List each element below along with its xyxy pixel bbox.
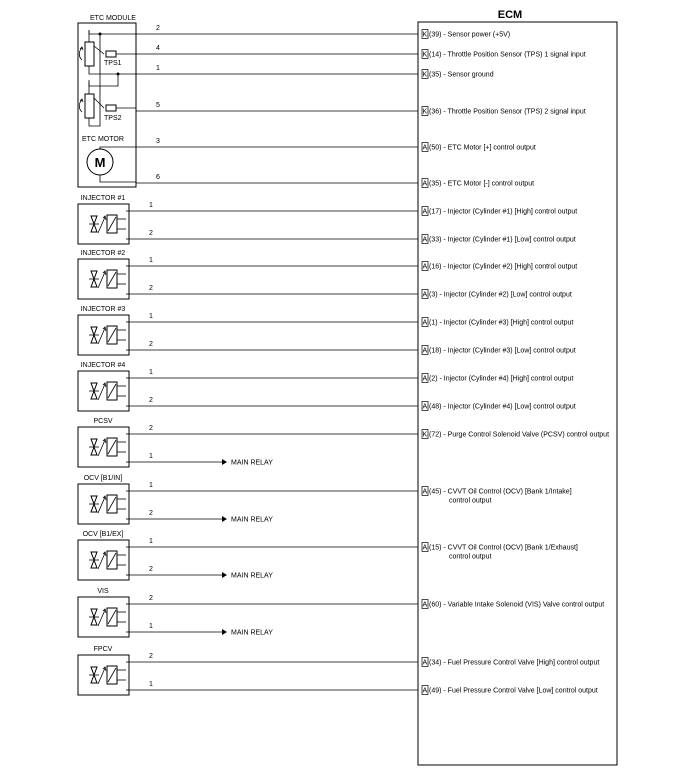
- main-relay-label: MAIN RELAY: [231, 459, 273, 467]
- ecm-pin-description: (45) - CVVT Oil Control (OCV) [Bank 1/Intake]: [429, 488, 572, 496]
- ecm-pin-description: (48) - Injector (Cylinder #4) [Low] control output: [429, 403, 576, 411]
- ecm-pin-description: (3) - Injector (Cylinder #2) [Low] control output: [429, 291, 572, 299]
- connector-letter: K: [422, 51, 428, 59]
- pin-number: 2: [149, 397, 153, 404]
- arrow-icon: [222, 629, 227, 635]
- pin-number: 2: [149, 510, 153, 517]
- ecm-pin-description: (16) - Injector (Cylinder #2) [High] control output: [429, 263, 578, 271]
- pin-number: 4: [156, 45, 160, 52]
- arrow-icon: [222, 459, 227, 465]
- pin-number: 1: [149, 681, 153, 688]
- ecm-pin-description: (14) - Throttle Position Sensor (TPS) 1 signal input: [429, 51, 586, 59]
- etc-module-title: ETC MODULE: [90, 15, 136, 22]
- component-box: [78, 540, 129, 580]
- etc-motor-label: ETC MOTOR: [82, 136, 124, 143]
- junction-dot: [117, 73, 120, 76]
- connector-letter: K: [422, 71, 428, 79]
- component-box: [78, 204, 129, 244]
- component-box: [78, 655, 129, 695]
- component-label: OCV [B1/EX]: [82, 531, 124, 538]
- connector-letter: A: [422, 180, 428, 188]
- arrow-icon: [222, 572, 227, 578]
- component-box: [78, 427, 129, 467]
- ecm-pin-description: (36) - Throttle Position Sensor (TPS) 2 signal input: [429, 108, 586, 116]
- pin-number: 5: [156, 102, 160, 109]
- pin-number: 2: [156, 25, 160, 32]
- pin-number: 1: [149, 482, 153, 489]
- ecm-pin-description: (18) - Injector (Cylinder #3) [Low] control output: [429, 347, 576, 355]
- component-box: [78, 315, 129, 355]
- pin-number: 6: [156, 174, 160, 181]
- main-relay-label: MAIN RELAY: [231, 516, 273, 524]
- connector-letter: A: [422, 403, 428, 411]
- component-box: [78, 371, 129, 411]
- pin-number: 1: [149, 453, 153, 460]
- ecm-pin-description: (39) - Sensor power (+5V): [429, 31, 511, 39]
- ecm-pin-description: (72) - Purge Control Solenoid Valve (PCSV) control output: [429, 431, 610, 439]
- pin-number: 1: [149, 257, 153, 264]
- connector-letter: A: [422, 375, 428, 383]
- component-label: OCV [B1/IN]: [83, 475, 123, 482]
- tps1-label: TPS1: [104, 60, 122, 67]
- component-label: PCSV: [93, 418, 113, 425]
- pin-number: 1: [149, 538, 153, 545]
- junction-dot: [99, 33, 102, 36]
- ecm-pin-description: (34) - Fuel Pressure Control Valve [High] control output: [429, 659, 600, 667]
- ecm-pin-description: (17) - Injector (Cylinder #1) [High] control output: [429, 208, 578, 216]
- ecm-pin-description: (49) - Fuel Pressure Control Valve [Low] control output: [429, 687, 598, 695]
- ecm-pin-description: (35) - Sensor ground: [429, 71, 494, 79]
- ecm-pin-description: (60) - Variable Intake Solenoid (VIS) Valve control output: [429, 601, 605, 609]
- motor-symbol: M: [94, 155, 106, 170]
- pin-number: 2: [149, 341, 153, 348]
- component-box: [78, 597, 129, 637]
- ecm-pin-description: (50) - ETC Motor [+] control output: [429, 144, 536, 152]
- pin-number: 1: [149, 623, 153, 630]
- component-label: INJECTOR #2: [80, 250, 126, 257]
- connector-letter: A: [422, 144, 428, 152]
- connector-letter: K: [422, 108, 428, 116]
- pin-number: 2: [149, 566, 153, 573]
- component-label: INJECTOR #3: [80, 306, 126, 313]
- connector-letter: A: [422, 236, 428, 244]
- pin-number: 1: [156, 65, 160, 72]
- pin-number: 3: [156, 138, 160, 145]
- ecm-pin-description: (1) - Injector (Cylinder #3) [High] control output: [429, 319, 574, 327]
- component-label: VIS: [97, 588, 109, 595]
- connector-letter: A: [422, 488, 428, 496]
- ecm-pin-description: (33) - Injector (Cylinder #1) [Low] control output: [429, 236, 576, 244]
- ecm-pin-description: (2) - Injector (Cylinder #4) [High] control output: [429, 375, 574, 383]
- connector-letter: A: [422, 601, 428, 609]
- ecm-pin-description-cont: control output: [449, 497, 492, 505]
- pin-number: 2: [149, 595, 153, 602]
- pin-number: 2: [149, 230, 153, 237]
- ecm-pin-description: (35) - ETC Motor [-] control output: [429, 180, 535, 188]
- connector-letter: A: [422, 263, 428, 271]
- main-relay-label: MAIN RELAY: [231, 572, 273, 580]
- connector-letter: A: [422, 347, 428, 355]
- component-label: INJECTOR #4: [80, 362, 126, 369]
- connector-letter: A: [422, 291, 428, 299]
- pin-number: 2: [149, 653, 153, 660]
- component-label: INJECTOR #1: [80, 195, 126, 202]
- ecm-pin-description-cont: control output: [449, 553, 492, 561]
- ecm-pin-description: (15) - CVVT Oil Control (OCV) [Bank 1/Exhaust]: [429, 544, 578, 552]
- component-box: [78, 484, 129, 524]
- component-box: [78, 259, 129, 299]
- ecm-title: ECM: [497, 9, 523, 21]
- pin-number: 1: [149, 369, 153, 376]
- pin-number: 2: [149, 425, 153, 432]
- main-relay-label: MAIN RELAY: [231, 629, 273, 637]
- pin-number: 2: [149, 285, 153, 292]
- connector-letter: A: [422, 687, 428, 695]
- tps2-label: TPS2: [104, 115, 122, 122]
- connector-letter: A: [422, 319, 428, 327]
- pin-number: 1: [149, 313, 153, 320]
- pin-number: 1: [149, 202, 153, 209]
- connector-letter: A: [422, 659, 428, 667]
- ecm-box: [418, 22, 617, 765]
- arrow-icon: [222, 516, 227, 522]
- connector-letter: K: [422, 31, 428, 39]
- component-label: FPCV: [93, 646, 113, 653]
- connector-letter: K: [422, 431, 428, 439]
- connector-letter: A: [422, 208, 428, 216]
- connector-letter: A: [422, 544, 428, 552]
